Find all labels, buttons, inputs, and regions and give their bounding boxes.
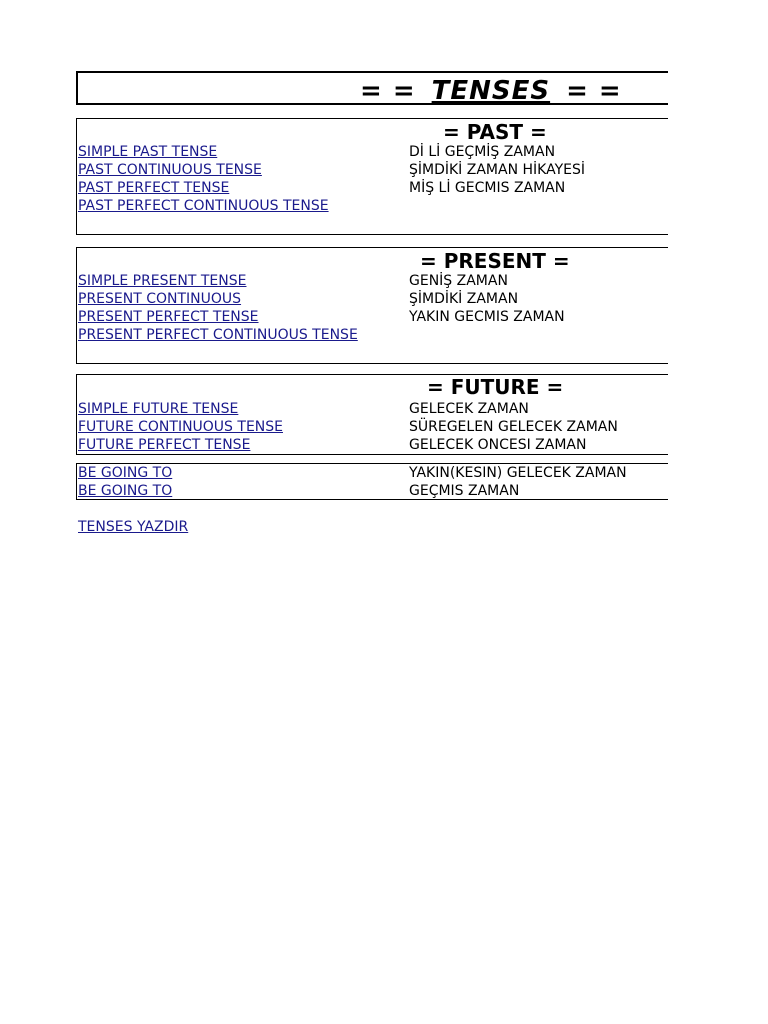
translation-future-perfect: GELECEK ONCESI ZAMAN <box>409 437 587 453</box>
translation-be-going-to-1: YAKIN(KESIN) GELECEK ZAMAN <box>409 465 627 481</box>
title-box <box>76 71 668 105</box>
link-present-perfect-continuous[interactable]: PRESENT PERFECT CONTINUOUS TENSE <box>78 327 358 343</box>
translation-present-continuous: ŞİMDİKİ ZAMAN <box>409 291 519 307</box>
translation-past-continuous: ŞİMDİKİ ZAMAN HİKAYESİ <box>409 162 586 178</box>
future-section <box>76 374 668 455</box>
translation-simple-future: GELECEK ZAMAN <box>409 401 529 417</box>
link-simple-future[interactable]: SIMPLE FUTURE TENSE <box>78 401 239 417</box>
title-eq-left: = = <box>360 76 416 106</box>
link-past-perfect-continuous[interactable]: PAST PERFECT CONTINUOUS TENSE <box>78 198 329 214</box>
translation-be-going-to-2: GEÇMIS ZAMAN <box>409 483 520 499</box>
translation-present-perfect: YAKIN GECMIS ZAMAN <box>409 309 565 325</box>
link-future-perfect[interactable]: FUTURE PERFECT TENSE <box>78 437 251 453</box>
link-present-continuous[interactable]: PRESENT CONTINUOUS <box>78 291 242 307</box>
past-heading: = PAST = <box>443 120 547 144</box>
present-section <box>76 247 668 364</box>
translation-simple-past: Dİ Lİ GEÇMİŞ ZAMAN <box>409 144 556 160</box>
link-be-going-to-1[interactable]: BE GOING TO <box>78 465 173 481</box>
present-heading: = PRESENT = <box>420 249 570 273</box>
title-word: TENSES <box>431 76 551 106</box>
future-heading: = FUTURE = <box>427 375 564 399</box>
link-past-perfect[interactable]: PAST PERFECT TENSE <box>78 180 230 196</box>
print-tenses-link[interactable]: TENSES YAZDIR <box>78 519 189 535</box>
title-eq-right: = = <box>566 76 622 106</box>
past-section <box>76 118 668 235</box>
link-present-perfect[interactable]: PRESENT PERFECT TENSE <box>78 309 259 325</box>
link-be-going-to-2[interactable]: BE GOING TO <box>78 483 173 499</box>
going-to-section <box>76 463 668 500</box>
link-simple-past[interactable]: SIMPLE PAST TENSE <box>78 144 218 160</box>
translation-future-continuous: SÜREGELEN GELECEK ZAMAN <box>409 419 618 435</box>
translation-simple-present: GENİŞ ZAMAN <box>409 273 508 289</box>
page-title <box>360 76 622 106</box>
link-future-continuous[interactable]: FUTURE CONTINUOUS TENSE <box>78 419 283 435</box>
link-past-continuous[interactable]: PAST CONTINUOUS TENSE <box>78 162 262 178</box>
translation-past-perfect: MİŞ Lİ GECMIS ZAMAN <box>409 180 566 196</box>
link-simple-present[interactable]: SIMPLE PRESENT TENSE <box>78 273 247 289</box>
